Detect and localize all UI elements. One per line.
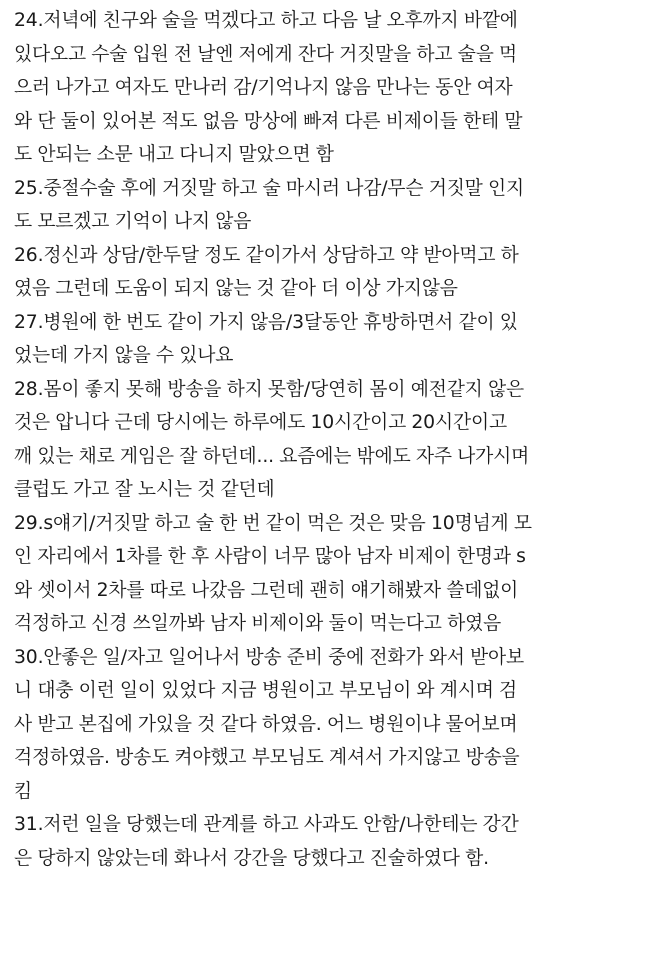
text-line: 깨 있는 채로 게임은 잘 하던데... 요즘에는 밖에도 자주 나가시며: [14, 445, 530, 467]
text-line: 니 대충 이런 일이 있었다 지금 병원이고 부모님이 와 계시며 검: [14, 680, 518, 701]
text-line: 걱정하고 신경 쓰일까봐 남자 비제이와 둘이 먹는다고 하였음: [14, 613, 502, 634]
text-line: 27.병원에 한 번도 같이 가지 않음/3달동안 휴방하면서 같이 있: [14, 311, 518, 333]
text-line: 있다오고 수술 입원 전 날엔 저에게 잔다 거짓말을 하고 술을 먹: [14, 43, 518, 65]
text-line: 28.몸이 좋지 못해 방송을 하지 못함/당연히 몸이 예전같지 않은: [14, 378, 524, 400]
text-line: 26.정신과 상담/한두달 정도 같이가서 상담하고 약 받아먹고 하: [14, 244, 519, 266]
text-line: 도 모르겠고 기억이 나지 않음: [14, 211, 252, 232]
text-line: 었는데 가지 않을 수 있나요: [14, 345, 234, 366]
text-line: 와 단 둘이 있어본 적도 없음 망상에 빠져 다른 비제이들 한테 말: [14, 110, 523, 132]
text-line: 것은 압니다 근데 당시에는 하루에도 10시간이고 20시간이고: [14, 412, 507, 433]
text-line: 24.저녁에 친구와 술을 먹겠다고 하고 다음 날 오후까지 바깥에: [14, 10, 518, 31]
text-line: 킴: [14, 780, 32, 802]
text-line: 으러 나가고 여자도 만나러 감/기억나지 않음 만나는 동안 여자: [14, 77, 513, 98]
text-line: 31.저런 일을 당했는데 관계를 하고 사과도 안함/나한테는 강간: [14, 814, 519, 835]
text-line: 25.중절수술 후에 거짓말 하고 술 마시러 나감/무슨 거짓말 인지: [14, 177, 524, 199]
text-line: 였음 그런데 도움이 되지 않는 것 같아 더 이상 가지않음: [14, 278, 458, 299]
text-line: 도 안되는 소문 내고 다니지 말았으면 함: [14, 144, 334, 165]
text-line: 와 셋이서 2차를 따로 나갔음 그런데 괜히 얘기해봤자 쓸데없이: [14, 579, 519, 601]
text-line: 사 받고 본집에 가있을 것 같다 하였음. 어느 병원이냐 물어보며: [14, 713, 518, 735]
text-line: 인 자리에서 1차를 한 후 사람이 너무 많아 남자 비제이 한명과 s: [14, 546, 526, 567]
text-line: 29.s얘기/거짓말 하고 술 한 번 같이 먹은 것은 맞음 10명넘게 모: [14, 512, 532, 534]
text-line: 은 당하지 않았는데 화나서 강간을 당했다고 진술하였다 함.: [14, 847, 489, 869]
text-line: 걱정하였음. 방송도 켜야했고 부모님도 계셔서 가지않고 방송을: [14, 747, 520, 768]
text-line: 클럽도 가고 잘 노시는 것 같던데: [14, 479, 275, 500]
text-line: 30.안좋은 일/자고 일어나서 방송 준비 중에 전화가 와서 받아보: [14, 646, 524, 668]
